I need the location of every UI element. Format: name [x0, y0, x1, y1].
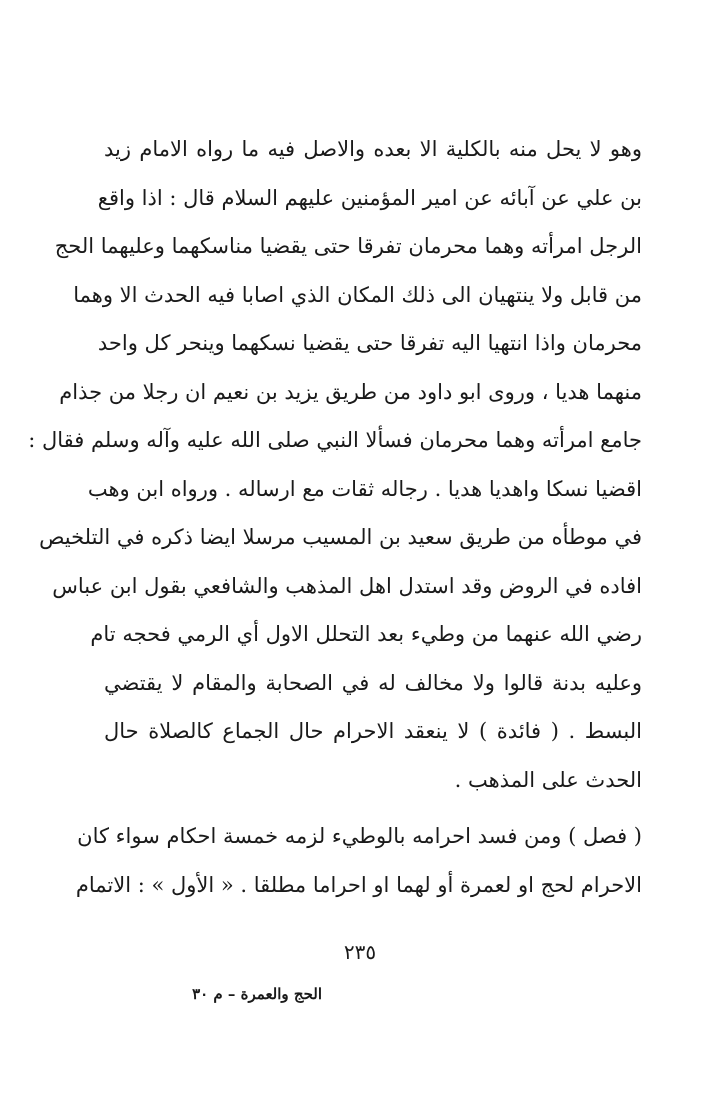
text-line: بن علي عن آبائه عن امير المؤمنين عليهم السلام قال : اذا واقع	[97, 185, 642, 210]
text-line: الاحرام لحج او لعمرة أو لهما او احراما مطلقا . « الأول » : الاتمام	[75, 872, 642, 897]
text-line: محرمان واذا انتهيا اليه تفرقا حتى يقضيا نسكهما وينحر كل واحد	[97, 331, 642, 355]
text-line: ( فصل ) ومن فسد احرامه بالوطيء لزمه خمسة احكام سواء كان	[77, 824, 642, 848]
text-line: افاده في الروض وقد استدل اهل المذهب والشافعي بقول ابن عباس	[52, 573, 642, 598]
text-line: البسط . ( فائدة ) لا ينعقد الاحرام حال الجماع كالصلاة حال	[104, 719, 642, 743]
text-line: رضي الله عنهما من وطيء بعد التحلل الاول أي الرمي فحجه تام	[90, 622, 642, 646]
page-number: ٢٣٥	[343, 940, 377, 964]
text-line: وهو لا يحل منه بالكلية الا بعده والاصل فيه ما رواه الامام زيد	[104, 137, 642, 161]
text-line: جامع امرأته وهما محرمان فسألا النبي صلى الله عليه وآله وسلم فقال :	[28, 428, 642, 452]
footer-signature: الحج والعمرة – م ٣٠	[192, 985, 322, 1003]
text-line: اقضيا نسكا واهديا هديا . رجاله ثقات مع ارساله . ورواه ابن وهب	[87, 476, 642, 501]
text-line: الرجل امرأته وهما محرمان تفرقا حتى يقضيا مناسكهما وعليهما الحج	[54, 234, 642, 258]
paragraph-main	[28, 125, 642, 804]
text-line: في موطأه من طريق سعيد بن المسيب مرسلا ايضا ذكره في التلخيص	[39, 525, 642, 549]
text-line-last: الحدث على المذهب .	[454, 767, 642, 792]
text-line: منهما هديا ، وروى ابو داود من طريق يزيد بن نعيم ان رجلا من جذام	[59, 379, 642, 404]
text-line: من قابل ولا ينتهيان الى ذلك المكان الذي اصابا فيه الحدث الا وهما	[73, 282, 642, 307]
text-line: وعليه بدنة قالوا ولا مخالف له في الصحابة والمقام لا يقتضي	[104, 670, 642, 695]
paragraph-section	[75, 812, 642, 909]
